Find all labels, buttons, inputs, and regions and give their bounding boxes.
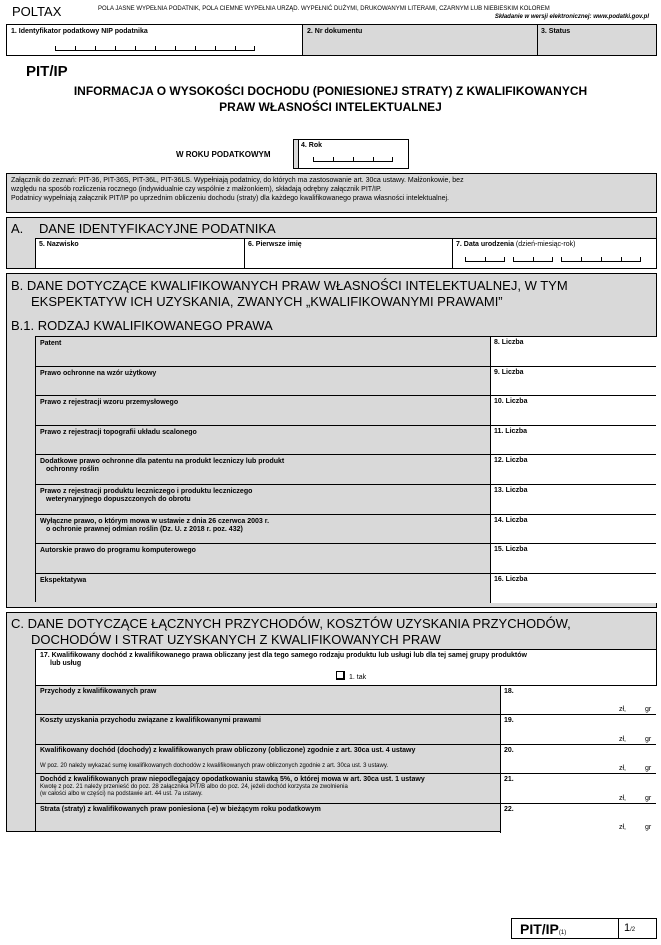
section-a-letter: A. bbox=[11, 221, 24, 236]
footer-page: 1 bbox=[624, 922, 631, 934]
first-name-label: 6. Pierwsze imię bbox=[248, 241, 302, 248]
birth-date-label: 7. Data urodzenia bbox=[456, 241, 514, 248]
count-field[interactable] bbox=[490, 485, 657, 515]
amount-field-label: 18. bbox=[504, 688, 514, 695]
doc-no-label: 2. Nr dokumentu bbox=[307, 28, 363, 35]
intro-line2: względu na sposób rozliczenia rocznego (indywidualnie czy wspólnie z małżonkiem), składają odrębny załącznik PIT/IP. bbox=[11, 186, 382, 193]
footer-pages: /2 bbox=[630, 927, 636, 933]
currency-gr: gr bbox=[645, 706, 652, 714]
income-row bbox=[35, 714, 656, 743]
qualified-right-row bbox=[35, 366, 656, 396]
form-code: PIT/IP bbox=[26, 63, 68, 80]
q17-line1: 17. Kwalifikowany dochód z kwalifikowanego prawa obliczany jest dla tego samego rodzaju produktu lub usługi lub dla tej samej grupy produktów bbox=[40, 652, 527, 659]
right-type-label: Wyłączne prawo, o którym mowa w ustawie z dnia 26 czerwca 2003 r. bbox=[40, 517, 270, 525]
currency-zl: zł, bbox=[619, 735, 626, 743]
form-title-line1: INFORMACJA O WYSOKOŚCI DOCHODU (PONIESIONEJ STRATY) Z KWALIFIKOWANYCH bbox=[73, 84, 588, 98]
count-field-label: 15. Liczba bbox=[494, 546, 528, 554]
qualified-right-row bbox=[35, 454, 656, 484]
footer-code: PIT/IP bbox=[520, 921, 559, 937]
currency-gr: gr bbox=[645, 823, 652, 831]
brand: POLTAX bbox=[12, 4, 62, 19]
income-row bbox=[35, 773, 656, 802]
count-field[interactable] bbox=[490, 515, 657, 545]
form-title-line2: PRAW WŁASNOŚCI INTELEKTUALNEJ bbox=[219, 100, 442, 114]
year-box bbox=[293, 139, 409, 169]
income-row bbox=[35, 803, 656, 832]
income-row-note: W poz. 20 należy wykazać sumę kwalifikowanych dochodów z kwalifikowanych praw obliczonych zgodnie z art. 30ca ust. 3 ustawy. bbox=[40, 762, 389, 769]
qualified-right-row bbox=[35, 336, 656, 366]
qualified-right-row bbox=[35, 484, 656, 514]
currency-gr: gr bbox=[645, 765, 652, 773]
right-type-label-cont: weterynaryjnego dopuszczonych do obrotu bbox=[46, 496, 191, 503]
count-field[interactable] bbox=[490, 367, 657, 397]
year-field[interactable] bbox=[298, 140, 408, 168]
income-row-note: Kwotę z poz. 21 należy przenieść do poz. 28 załącznika PIT/B albo do poz. 24, jeżeli dochód korzysta ze zwolnienia bbox=[40, 784, 348, 791]
income-row bbox=[35, 744, 656, 773]
income-row-label: Strata (straty) z kwalifikowanych praw poniesiona (-e) w bieżącym roku podatkowym bbox=[40, 805, 321, 813]
count-field-label: 8. Liczba bbox=[494, 339, 524, 346]
section-b-title-line1: B. DANE DOTYCZĄCE KWALIFIKOWANYCH PRAW WŁASNOŚCI INTELEKTUALNEJ, W TYM bbox=[11, 278, 568, 293]
right-type-label: Prawo z rejestracji topografii układu scalonego bbox=[40, 428, 197, 436]
count-field-label: 16. Liczba bbox=[494, 575, 528, 583]
income-row-label: Dochód z kwalifikowanych praw niepodlegający opodatkowaniu stawką 5%, o której mowa w art. 30ca ust. 1 ustawy bbox=[40, 776, 425, 784]
amount-field[interactable] bbox=[500, 774, 657, 803]
count-field-label: 9. Liczba bbox=[494, 368, 524, 376]
right-type-label: Ekspektatywa bbox=[40, 576, 87, 584]
currency-zl: zł, bbox=[619, 823, 626, 831]
count-field[interactable] bbox=[490, 544, 657, 574]
income-row-label: Kwalifikowany dochód (dochody) z kwalifikowanych praw obliczony (obliczone) zgodnie z art. 30ca ust. 4 ustawy bbox=[40, 746, 416, 754]
section-c bbox=[6, 612, 657, 832]
count-field[interactable] bbox=[490, 396, 657, 426]
income-row-label: Przychody z kwalifikowanych praw bbox=[40, 688, 157, 695]
intro-box bbox=[6, 173, 657, 213]
amount-field[interactable] bbox=[500, 686, 657, 715]
income-row-note-cont: (w całości albo w części) na podstawie art. 44 ust. 7a ustawy. bbox=[40, 791, 203, 798]
qualified-right-row bbox=[35, 543, 656, 573]
section-b bbox=[6, 273, 657, 608]
qualified-right-row bbox=[35, 395, 656, 425]
year-ticks bbox=[313, 157, 393, 162]
top-fields-row bbox=[6, 24, 657, 56]
surname-field[interactable] bbox=[35, 238, 244, 268]
count-field[interactable] bbox=[490, 426, 657, 456]
count-field-label: 10. Liczba bbox=[494, 398, 528, 406]
amount-field-label: 19. bbox=[504, 717, 514, 725]
amount-field-label: 21. bbox=[504, 776, 514, 784]
amount-field[interactable] bbox=[500, 715, 657, 744]
income-row bbox=[35, 685, 656, 714]
amount-field-label: 22. bbox=[504, 805, 514, 813]
right-type-label-cont: ochronny roślin bbox=[46, 466, 99, 474]
q17-line2: lub usług bbox=[50, 660, 82, 667]
first-name-field[interactable] bbox=[244, 238, 452, 268]
right-type-label: Dodatkowe prawo ochronne dla patentu na produkt leczniczy lub produkt bbox=[40, 458, 285, 466]
nip-ticks bbox=[55, 46, 255, 51]
right-type-label: Patent bbox=[40, 340, 62, 347]
birth-year-ticks bbox=[561, 257, 641, 262]
right-type-label: Prawo z rejestracji produktu leczniczego i produktu leczniczego bbox=[40, 488, 253, 495]
currency-gr: gr bbox=[645, 735, 652, 743]
section-c-title-line2: DOCHODÓW I STRAT UZYSKANYCH Z KWALIFIKOWANYCH PRAW bbox=[31, 632, 441, 647]
qualified-right-row bbox=[35, 425, 656, 455]
qualified-right-row bbox=[35, 514, 656, 544]
section-b-title-line2: EKSPEKTATYW ICH UZYSKANIA, ZWANYCH „KWALIFIKOWANYMI PRAWAMI” bbox=[31, 294, 503, 309]
birth-date-hint: (dzień-miesiąc-rok) bbox=[515, 241, 576, 248]
year-label: W ROKU PODATKOWYM bbox=[176, 150, 271, 159]
currency-zl: zł, bbox=[619, 794, 626, 802]
nip-label: 1. Identyfikator podatkowy NIP podatnika bbox=[11, 28, 148, 35]
count-field[interactable] bbox=[490, 337, 657, 367]
currency-zl: zł, bbox=[619, 706, 626, 714]
count-field-label: 13. Liczba bbox=[494, 487, 528, 494]
count-field-label: 11. Liczba bbox=[494, 427, 528, 435]
count-field-label: 14. Liczba bbox=[494, 516, 528, 524]
currency-zl: zł, bbox=[619, 765, 626, 773]
section-c-title-line1: C. DANE DOTYCZĄCE ŁĄCZNYCH PRZYCHODÓW, KOSZTÓW UZYSKANIA PRZYCHODÓW, bbox=[11, 616, 571, 631]
amount-field-label: 20. bbox=[504, 746, 514, 754]
electronic-filing: Składanie w wersji elektronicznej: www.podatki.gov.pl bbox=[494, 14, 649, 20]
right-type-label: Prawo z rejestracji wzoru przemysłowego bbox=[40, 399, 179, 407]
intro-line3: Podatnicy wypełniają załącznik PIT/IP po uprzednim obliczeniu dochodu (straty) dla każdego kwalifikowanego prawa własności intelektualnej. bbox=[11, 195, 449, 202]
currency-gr: gr bbox=[645, 794, 652, 802]
intro-line1: Załącznik do zeznań: PIT-36, PIT-36S, PIT-36L, PIT-36LS. Wypełniają podatnicy, do których ma zastosowanie art. 30ca ustawy. Małżonkowie, bez bbox=[11, 177, 464, 184]
right-type-label: Autorskie prawo do programu komputerowego bbox=[40, 547, 196, 555]
birth-month-ticks bbox=[513, 257, 553, 262]
amount-field[interactable] bbox=[500, 804, 657, 833]
right-type-label: Prawo ochronne na wzór użytkowy bbox=[40, 369, 157, 377]
year-field-label: 4. Rok bbox=[301, 142, 323, 149]
income-row-label: Koszty uzyskania przychodu związane z kwalifikowanymi prawami bbox=[40, 717, 261, 725]
surname-label: 5. Nazwisko bbox=[39, 241, 79, 248]
section-a-title: DANE IDENTYFIKACYJNE PODATNIKA bbox=[39, 221, 276, 236]
count-field[interactable] bbox=[490, 455, 657, 485]
right-type-label-cont: o ochronie prawnej odmian roślin (Dz. U. z 2018 r. poz. 432) bbox=[46, 525, 243, 533]
section-b1-title: B.1. RODZAJ KWALIFIKOWANEGO PRAWA bbox=[11, 318, 273, 333]
birth-day-ticks bbox=[465, 257, 505, 262]
qualified-right-row bbox=[35, 573, 656, 603]
fill-instruction: POLA JASNE WYPEŁNIA PODATNIK, POLA CIEMNE WYPEŁNIA URZĄD. WYPEŁNIĆ DUŻYMI, DRUKOWANYMI LITERAMI, CZARNYM LUB NIEBIESKIM KOLOREM bbox=[98, 6, 550, 12]
nip-field[interactable] bbox=[7, 25, 303, 55]
q17-checkbox[interactable] bbox=[336, 671, 345, 680]
count-field-label: 12. Liczba bbox=[494, 457, 528, 465]
footer-box bbox=[511, 918, 657, 939]
status-label: 3. Status bbox=[541, 28, 571, 35]
q17-field bbox=[35, 649, 656, 685]
q17-option-label: 1. tak bbox=[349, 674, 367, 681]
birth-date-field[interactable] bbox=[452, 238, 656, 268]
section-a bbox=[6, 217, 657, 269]
footer-version: (1) bbox=[558, 930, 567, 936]
count-field[interactable] bbox=[490, 574, 657, 604]
amount-field[interactable] bbox=[500, 745, 657, 774]
